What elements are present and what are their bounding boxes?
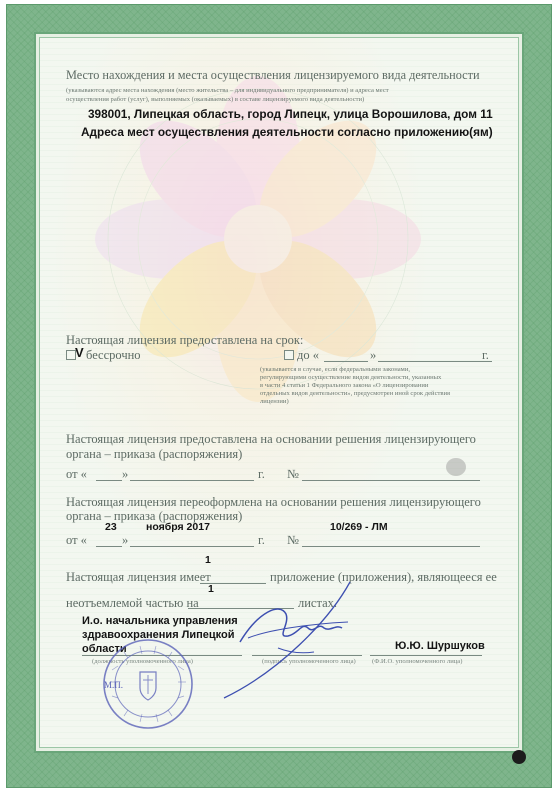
reissue-month-line [130,546,254,547]
basis-month-line [130,480,254,481]
reissue-from-mid: » [122,533,129,547]
punch-hole [512,750,526,764]
appendix-line2-before: неотъемлемой частью на [66,596,199,610]
signatory-position-line1: И.о. начальника управления [82,615,238,627]
reissue-number-label: № [287,533,299,547]
basis-number-line [302,480,480,481]
reissue-line1: Настоящая лицензия переоформлена на основании решения лицензирующего [66,495,481,509]
reissue-line2: органа – приказа (распоряжения) [66,509,243,523]
basis-number-label: № [287,467,299,481]
caption-name: (Ф.И.О. уполномоченного лица) [372,658,463,665]
term-note-line1: (указывается в случае, если федеральными законами, [260,366,411,373]
signatory-position-line3: области [82,643,127,655]
term-until-mid: » [370,348,377,362]
reissue-from-prefix: от « [66,533,87,547]
appendix-text-before: Настоящая лицензия имеет [66,570,211,584]
term-day-line [324,361,368,362]
reissue-number-line [302,546,480,547]
reissue-month-year: ноября 2017 [146,521,210,533]
term-note-line3: в части 4 статьи 1 Федерального закона «О лицензировании [260,382,429,389]
addresses-appendix-note: Адреса мест осуществления деятельности согласно приложению(ям) [81,125,493,139]
reissue-day: 23 [105,521,117,533]
caption-signature: (подпись уполномоченного лица) [262,658,356,665]
license-address: 398001, Липецкая область, город Липецк, улица Ворошилова, дом 11 [88,107,493,121]
term-note-line2: регулирующими осуществление видов деятельности, указанных [260,374,442,381]
term-until-year: г. [482,348,489,362]
caption-position: (должность уполномоченного лица) [92,658,193,665]
basis-from-prefix: от « [66,467,87,481]
appendix-line2-after: листах. [298,596,338,610]
seal-mp-label: М.П. [104,680,124,690]
reissue-year-suffix: г. [258,533,265,547]
term-month-line [378,361,492,362]
basis-year-suffix: г. [258,467,265,481]
term-check-mark: V [75,345,84,360]
appendix-text-after: приложение (приложения), являющееся ее [270,570,497,584]
basis-line2: органа – приказа (распоряжения) [66,447,243,461]
location-heading: Место нахождения и места осуществления лицензируемого вида деятельности [66,68,480,82]
reissue-order-number: 10/269 - ЛМ [330,521,388,533]
until-date-checkbox [284,350,294,360]
signatory-name: Ю.Ю. Шуршуков [395,640,485,652]
appendix-sheets: 1 [208,583,214,595]
name-line [370,655,482,656]
reissue-day-line [96,546,122,547]
term-unlimited-label: бессрочно [86,348,141,362]
location-note-line2: осуществления работ (услуг), выполняемых (оказываемых) в составе лицензируемого вида деятельности) [66,96,365,103]
appendix-count: 1 [205,554,211,566]
term-heading: Настоящая лицензия предоставлена на срок: [66,333,304,347]
term-until-prefix: до « [297,348,319,362]
term-note-line5: лицензии) [260,398,289,405]
signatory-position-line2: здравоохранения Липецкой [82,629,235,641]
location-note-line1: (указываются адрес места нахождения (место жительства – для индивидуального предпринимателя) и адреса мест [66,87,389,94]
term-note-line4: отдельных видов деятельности», предусмотрен иной срок действия [260,390,451,397]
basis-from-mid: » [122,467,129,481]
ink-smudge [446,458,466,476]
basis-line1: Настоящая лицензия предоставлена на основании решения лицензирующего [66,432,476,446]
handwritten-signature [218,572,378,702]
basis-day-line [96,480,122,481]
